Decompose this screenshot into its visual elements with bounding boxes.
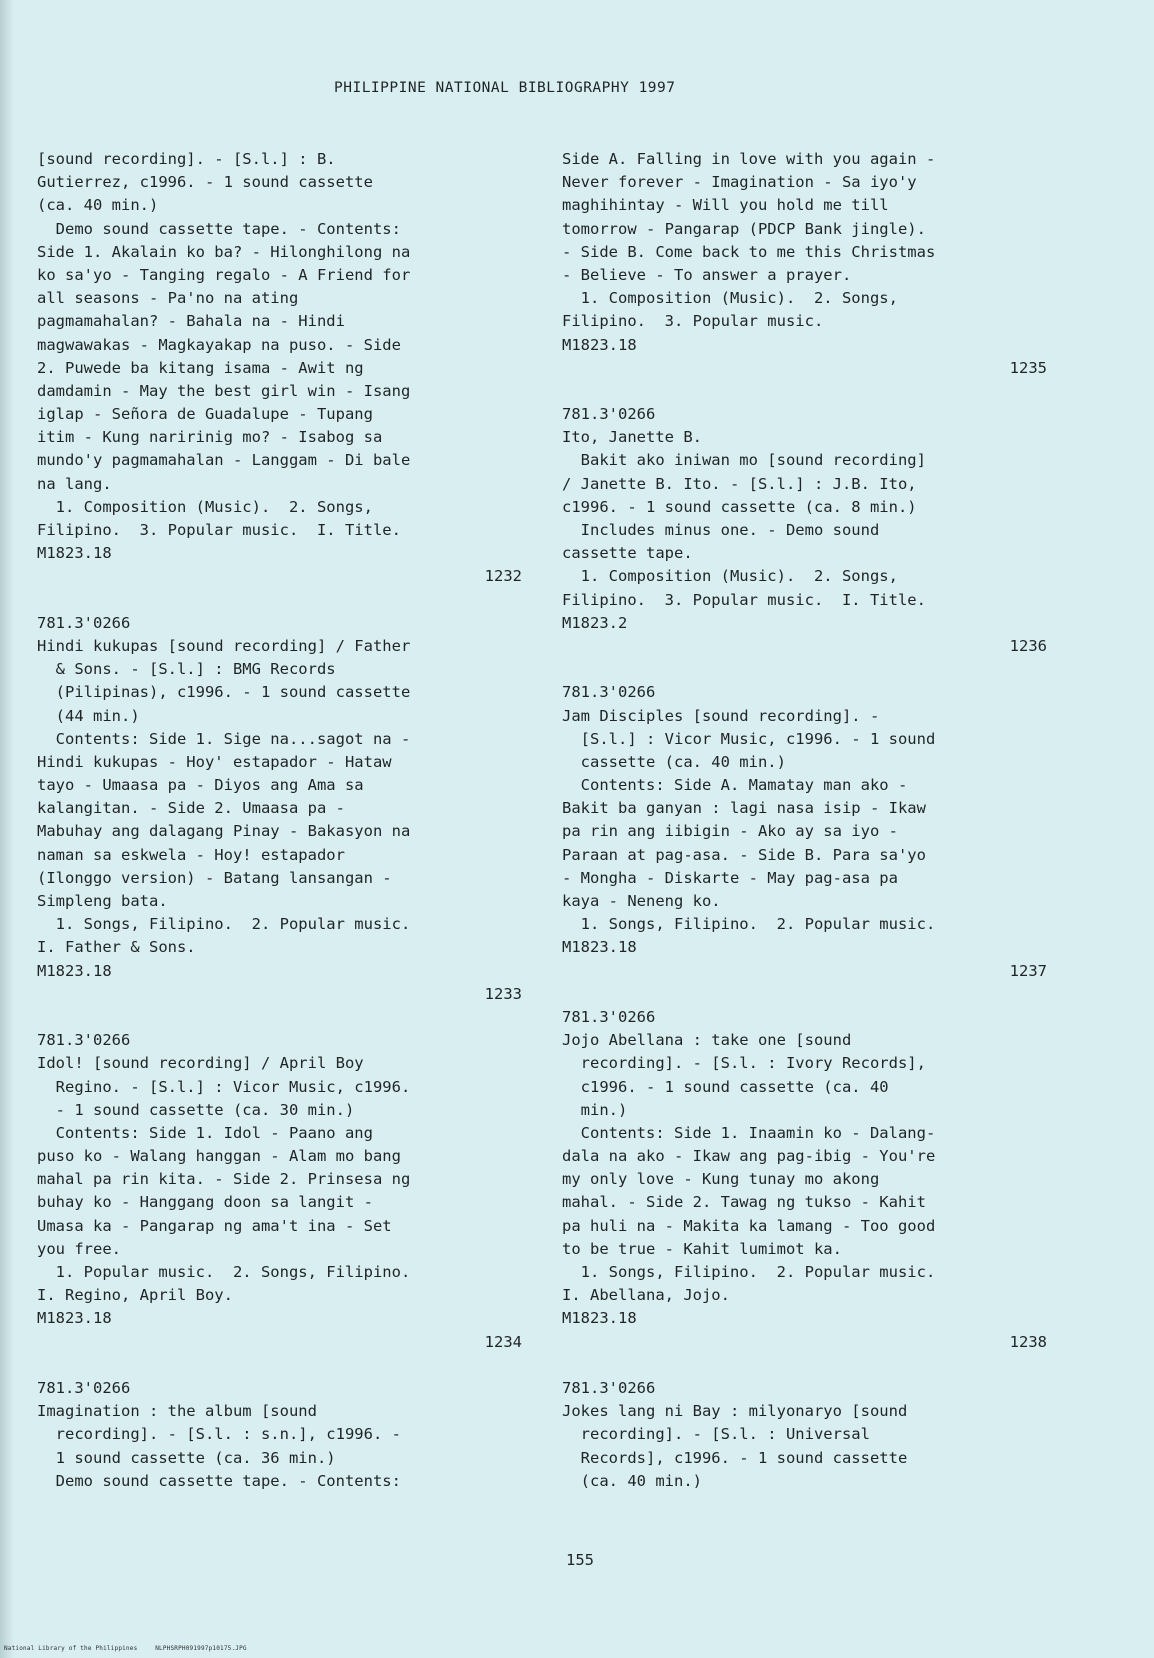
text-line: buhay ko - Hanggang doon sa langit - <box>37 1193 373 1212</box>
text-line: 1 sound cassette (ca. 36 min.) <box>37 1448 336 1467</box>
text-line: recording]. - [S.l. : Universal <box>562 1425 870 1444</box>
text-line <box>562 380 1047 403</box>
text-line <box>562 983 1047 1006</box>
text-line: I. Regino, April Boy. <box>37 1286 233 1305</box>
text-line: M1823.18 <box>37 544 112 563</box>
text-line: pagmamahalan? - Bahala na - Hindi <box>37 312 345 331</box>
text-line: naman sa eskwela - Hoy! estapador <box>37 845 345 864</box>
text-line: pa huli na - Makita ka lamang - Too good <box>562 1216 936 1235</box>
text-line: 781.3'0266 <box>562 405 656 424</box>
text-line: all seasons - Pa'no na ating <box>37 289 299 308</box>
text-line: itim - Kung naririnig mo? - Isabog sa <box>37 428 383 447</box>
text-line: M1823.18 <box>562 1309 637 1328</box>
text-line: recording]. - [S.l. : s.n.], c1996. - <box>37 1425 401 1444</box>
text-line: Includes minus one. - Demo sound <box>562 521 880 539</box>
entry-number: 1233 <box>484 984 522 1003</box>
text-line: 1. Popular music. 2. Songs, Filipino. <box>37 1263 411 1281</box>
text-line: to be true - Kahit lumimot ka. <box>562 1239 842 1258</box>
text-line: 1. Songs, Filipino. 2. Popular music. <box>562 915 936 934</box>
entry-number: 1234 <box>484 1332 522 1351</box>
text-line: M1823.2 <box>562 613 628 632</box>
text-line: / Janette B. Ito. - [S.l.] : J.B. Ito, <box>562 474 917 493</box>
text-line: Side A. Falling in love with you again - <box>562 150 936 168</box>
text-line: M1823.18 <box>37 1309 112 1328</box>
text-line: - Side B. Come back to me this Christmas <box>562 242 936 261</box>
text-line: Jam Disciples [sound recording]. - <box>562 706 880 725</box>
text-line: M1823.18 <box>562 938 637 957</box>
text-line: I. Father & Sons. <box>37 938 196 957</box>
page-number: 155 <box>566 1551 594 1569</box>
text-line: - 1 sound cassette (ca. 30 min.) <box>37 1100 355 1119</box>
text-line: 781.3'0266 <box>562 1007 656 1026</box>
text-line: Contents: Side 1. Idol - Paano ang <box>37 1123 373 1142</box>
text-line: Imagination : the album [sound <box>37 1402 317 1421</box>
text-line: mahal. - Side 2. Tawag ng tukso - Kahit <box>562 1193 926 1212</box>
text-line: 781.3'0266 <box>37 1378 131 1397</box>
text-line: c1996. - 1 sound cassette (ca. 8 min.) <box>562 497 917 516</box>
text-line: Filipino. 3. Popular music. I. Title. <box>562 590 926 609</box>
text-line: mundo'y pagmamahalan - Langgam - Di bale <box>37 451 411 470</box>
text-line: Jojo Abellana : take one [sound <box>562 1031 852 1050</box>
right-column <box>562 148 1047 1493</box>
text-line: Bakit ako iniwan mo [sound recording] <box>562 451 926 470</box>
text-line: Contents: Side 1. Inaamin ko - Dalang- <box>562 1123 936 1142</box>
text-line: cassette tape. <box>562 544 693 563</box>
text-line: Paraan at pag-asa. - Side B. Para sa'yo <box>562 845 926 864</box>
text-line: 1. Composition (Music). 2. Songs, <box>562 289 898 308</box>
text-line: I. Abellana, Jojo. <box>562 1286 730 1305</box>
text-line <box>37 1006 522 1029</box>
text-line: 1. Songs, Filipino. 2. Popular music. <box>37 915 411 934</box>
text-line: damdamin - May the best girl win - Isang <box>37 381 411 400</box>
text-line: Umasa ka - Pangarap ng ama't ina - Set <box>37 1216 392 1235</box>
text-line: kalangitan. - Side 2. Umaasa pa - <box>37 799 345 818</box>
text-line: iglap - Señora de Guadalupe - Tupang <box>37 405 373 424</box>
text-line: M1823.18 <box>562 335 637 354</box>
text-line: Bakit ba ganyan : lagi nasa isip - Ikaw <box>562 799 926 818</box>
text-line: Records], c1996. - 1 sound cassette <box>562 1448 908 1467</box>
text-line: Mabuhay ang dalagang Pinay - Bakasyon na <box>37 822 411 841</box>
text-line: mahal pa rin kita. - Side 2. Prinsesa ng <box>37 1170 411 1189</box>
text-line: Hindi kukupas [sound recording] / Father <box>37 636 411 655</box>
text-line: [S.l.] : Vicor Music, c1996. - 1 sound <box>562 729 936 748</box>
text-line: Ito, Janette B. <box>562 428 702 447</box>
text-line: 781.3'0266 <box>37 1031 131 1050</box>
text-line <box>562 658 1047 681</box>
text-line: Idol! [sound recording] / April Boy <box>37 1054 364 1073</box>
text-line: Side 1. Akalain ko ba? - Hilonghilong na <box>37 242 411 261</box>
text-line: 1. Composition (Music). 2. Songs, <box>562 567 898 586</box>
text-line: [sound recording]. - [S.l.] : B. <box>37 150 336 168</box>
text-line: Never forever - Imagination - Sa iyo'y <box>562 173 917 192</box>
text-line: (44 min.) <box>37 706 140 725</box>
page-header: PHILIPPINE NATIONAL BIBLIOGRAPHY 1997 <box>334 80 676 96</box>
text-line: 781.3'0266 <box>562 683 656 702</box>
entry-number: 1237 <box>1009 961 1047 980</box>
text-line: Contents: Side 1. Sige na...sagot na - <box>37 729 411 748</box>
text-line: (Ilonggo version) - Batang lansangan - <box>37 868 392 887</box>
text-line: kaya - Neneng ko. <box>562 892 721 910</box>
entry-number: 1238 <box>1009 1332 1047 1351</box>
entry-number: 1236 <box>1009 636 1047 655</box>
text-line: maghihintay - Will you hold me till <box>562 196 889 215</box>
footer-filename: NLPHSRPH091997p10175.JPG <box>155 1645 247 1652</box>
text-line: Simpleng bata. <box>37 892 168 910</box>
text-line: Jokes lang ni Bay : milyonaryo [sound <box>562 1402 908 1421</box>
text-line: 1. Songs, Filipino. 2. Popular music. <box>562 1263 936 1281</box>
text-line: Gutierrez, c1996. - 1 sound cassette <box>37 173 373 192</box>
text-line: Regino. - [S.l.] : Vicor Music, c1996. <box>37 1077 411 1096</box>
text-line <box>37 1354 522 1377</box>
text-line: 781.3'0266 <box>37 613 131 632</box>
text-line: my only love - Kung tunay mo akong <box>562 1170 880 1189</box>
text-line: Filipino. 3. Popular music. <box>562 312 824 331</box>
text-line: - Mongha - Diskarte - May pag-asa pa <box>562 868 898 887</box>
page-edge-shadow <box>0 0 14 1658</box>
text-line <box>37 589 522 612</box>
text-line: na lang. <box>37 474 112 493</box>
entry-number: 1235 <box>1009 358 1047 377</box>
left-column <box>37 148 522 1493</box>
text-line: recording]. - [S.l. : Ivory Records], <box>562 1054 926 1073</box>
text-line: 781.3'0266 <box>562 1378 656 1397</box>
text-line: ko sa'yo - Tanging regalo - A Friend for <box>37 265 411 284</box>
text-line: Demo sound cassette tape. - Contents: <box>37 1471 401 1490</box>
text-line: - Believe - To answer a prayer. <box>562 265 852 284</box>
text-line: puso ko - Walang hanggan - Alam mo bang <box>37 1147 401 1166</box>
text-line: tayo - Umaasa pa - Diyos ang Ama sa <box>37 776 364 795</box>
text-line: M1823.18 <box>37 961 112 980</box>
footer-library: National Library of the Philippines <box>4 1645 138 1652</box>
text-line: (Pilipinas), c1996. - 1 sound cassette <box>37 683 411 702</box>
text-line: tomorrow - Pangarap (PDCP Bank jingle). <box>562 219 926 238</box>
text-line: Hindi kukupas - Hoy' estapador - Hataw <box>37 752 392 771</box>
text-line: magwawakas - Magkayakap na puso. - Side <box>37 335 401 354</box>
text-line: 2. Puwede ba kitang isama - Awit ng <box>37 358 364 377</box>
text-line: Demo sound cassette tape. - Contents: <box>37 219 401 238</box>
text-line <box>562 1354 1047 1377</box>
text-line: Contents: Side A. Mamatay man ako - <box>562 776 908 795</box>
text-line: you free. <box>37 1239 121 1258</box>
scan-footer <box>4 1645 261 1652</box>
text-line: cassette (ca. 40 min.) <box>562 752 786 771</box>
text-line: min.) <box>562 1100 628 1119</box>
text-line: & Sons. - [S.l.] : BMG Records <box>37 660 336 679</box>
text-line: (ca. 40 min.) <box>37 196 159 215</box>
text-line: 1. Composition (Music). 2. Songs, <box>37 497 373 516</box>
text-line: c1996. - 1 sound cassette (ca. 40 <box>562 1077 889 1096</box>
text-line: (ca. 40 min.) <box>562 1471 702 1490</box>
entry-number: 1232 <box>484 567 522 586</box>
text-line: dala na ako - Ikaw ang pag-ibig - You're <box>562 1147 936 1166</box>
text-line: pa rin ang iibigin - Ako ay sa iyo - <box>562 822 898 841</box>
text-line: Filipino. 3. Popular music. I. Title. <box>37 521 401 539</box>
